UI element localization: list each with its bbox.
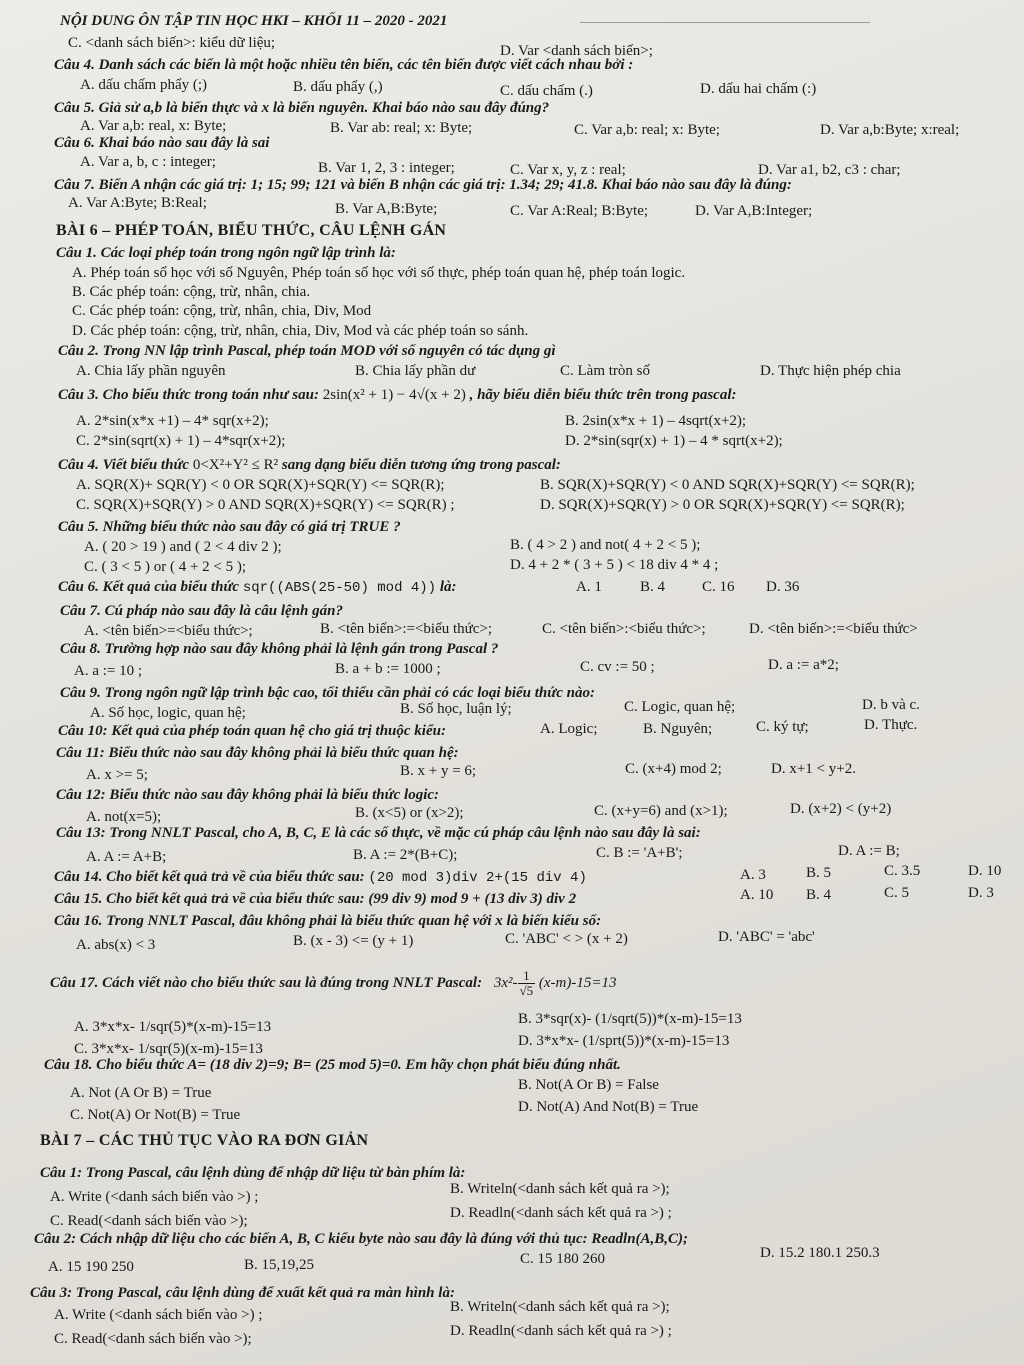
q5-option-b: B. Var ab: real; x: Byte; bbox=[330, 120, 473, 136]
section-title-bai-6: BÀI 6 – PHÉP TOÁN, BIỂU THỨC, CÂU LỆNH GÁN bbox=[56, 222, 447, 239]
b6-question-14 bbox=[54, 868, 587, 887]
b6-q3-option-d: D. 2*sin(sqr(x) + 1) – 4 * sqrt(x+2); bbox=[565, 433, 783, 449]
b6-q1-option-a: A. Phép toán số học với số Nguyên, Phép toán số học với số thực, phép toán quan hệ, phép toán logic. bbox=[72, 265, 686, 281]
b6-q5-option-c: C. ( 3 < 5 ) or ( 4 + 2 < 5 ); bbox=[84, 559, 247, 575]
b6-question-17 bbox=[50, 966, 616, 1000]
b6-q4-suffix: sang dạng biểu diễn tương ứng trong pascal: bbox=[281, 457, 561, 473]
q4-option-c: C. dấu chấm (.) bbox=[500, 83, 593, 99]
q4-option-b: B. dấu phẩy (,) bbox=[293, 79, 383, 95]
b6-q8-option-c: C. cv := 50 ; bbox=[580, 659, 655, 675]
prev-option-c: C. <danh sách biến>: kiểu dữ liệu; bbox=[68, 35, 276, 51]
q5-option-c: C. Var a,b: real; x: Byte; bbox=[574, 122, 720, 138]
b6-q11-option-d: D. x+1 < y+2. bbox=[771, 761, 856, 777]
b6-q14-prefix: Câu 14. Cho biết kết quả trả về của biểu thức sau: bbox=[54, 869, 365, 885]
b6-q8-option-d: D. a := a*2; bbox=[768, 657, 839, 673]
b6-q14-option-d: D. 10 bbox=[968, 863, 1002, 879]
b6-q17-numerator: 1 bbox=[518, 969, 536, 984]
q7-option-b: B. Var A,B:Byte; bbox=[335, 201, 438, 217]
header-rule bbox=[580, 22, 870, 23]
b6-q4-option-a: A. SQR(X)+ SQR(Y) < 0 OR SQR(X)+SQR(Y) <= SQR(R); bbox=[76, 477, 445, 493]
b6-q6-option-c: C. 16 bbox=[702, 579, 735, 595]
b6-q4-option-d: D. SQR(X)+SQR(Y) > 0 OR SQR(X)+SQR(Y) <= SQR(R); bbox=[540, 497, 905, 513]
prev-option-d: D. Var <danh sách biến>; bbox=[500, 43, 653, 59]
b6-q2-option-b: B. Chia lấy phần dư bbox=[355, 363, 476, 379]
b6-q9-option-c: C. Logic, quan hệ; bbox=[624, 699, 736, 715]
b6-q16-option-a: A. abs(x) < 3 bbox=[76, 937, 156, 953]
b6-q1-option-c: C. Các phép toán: cộng, trừ, nhân, chia, Div, Mod bbox=[72, 303, 372, 319]
b6-question-1: Câu 1. Các loại phép toán trong ngôn ngữ lập trình là: bbox=[56, 245, 396, 261]
b6-question-4 bbox=[58, 456, 561, 474]
b6-q17-fraction bbox=[518, 969, 536, 998]
b6-q14-option-a: A. 3 bbox=[740, 867, 766, 883]
b6-q17-math-part2: (x-m)-15=13 bbox=[538, 975, 617, 991]
q6-option-d: D. Var a1, b2, c3 : char; bbox=[758, 162, 901, 178]
b6-q17-prefix: Câu 17. Cách viết nào cho biểu thức sau là đúng trong NNLT Pascal: bbox=[50, 975, 483, 991]
b7-q2-option-c: C. 15 180 260 bbox=[520, 1251, 606, 1267]
b6-q6-prefix: Câu 6. Kết quả của biểu thức bbox=[58, 579, 240, 595]
q7-option-d: D. Var A,B:Integer; bbox=[695, 203, 813, 219]
b6-q7-option-d: D. <tên biến>:=<biểu thức> bbox=[749, 621, 918, 637]
b6-q4-option-c: C. SQR(X)+SQR(Y) > 0 AND SQR(X)+SQR(Y) <= SQR(R) ; bbox=[76, 497, 455, 513]
b6-question-6 bbox=[58, 578, 457, 597]
b6-q12-option-b: B. (x<5) or (x>2); bbox=[355, 805, 464, 821]
b6-q1-option-b: B. Các phép toán: cộng, trừ, nhân, chia. bbox=[72, 284, 311, 300]
b7-q2-option-a: A. 15 190 250 bbox=[48, 1259, 134, 1275]
b6-q17-option-a: A. 3*x*x- 1/sqr(5)*(x-m)-15=13 bbox=[74, 1019, 272, 1035]
question-6: Câu 6. Khai báo nào sau đây là sai bbox=[54, 135, 270, 151]
b6-q2-option-c: C. Làm tròn số bbox=[560, 363, 650, 379]
b6-q8-option-b: B. a + b := 1000 ; bbox=[335, 661, 441, 677]
b7-q1-option-b: B. Writeln(<danh sách kết quả ra >); bbox=[450, 1181, 670, 1197]
b6-q17-denominator: √5 bbox=[519, 983, 534, 999]
b6-q10-option-b: B. Nguyên; bbox=[643, 721, 713, 737]
b6-question-3 bbox=[58, 386, 737, 404]
b6-question-13: Câu 13: Trong NNLT Pascal, cho A, B, C, E là các số thực, về mặc cú pháp câu lệnh nào sau đây là sai: bbox=[56, 825, 701, 841]
b6-q5-option-d: D. 4 + 2 * ( 3 + 5 ) < 18 div 4 * 4 ; bbox=[510, 557, 719, 573]
b6-q18-option-b: B. Not(A Or B) = False bbox=[518, 1077, 659, 1093]
q6-option-b: B. Var 1, 2, 3 : integer; bbox=[318, 160, 455, 176]
b6-q4-option-b: B. SQR(X)+SQR(Y) < 0 AND SQR(X)+SQR(Y) <= SQR(R); bbox=[540, 477, 915, 493]
b6-q7-option-b: B. <tên biến>:=<biểu thức>; bbox=[320, 621, 493, 637]
b6-q12-option-c: C. (x+y=6) and (x>1); bbox=[594, 803, 728, 819]
b6-q13-option-d: D. A := B; bbox=[838, 843, 900, 859]
b6-q12-option-d: D. (x+2) < (y+2) bbox=[790, 801, 892, 817]
b6-question-5: Câu 5. Những biểu thức nào sau đây có giá trị TRUE ? bbox=[58, 519, 401, 535]
b7-q1-option-a: A. Write (<danh sách biến vào >) ; bbox=[50, 1189, 259, 1205]
b7-q1-option-c: C. Read(<danh sách biến vào >); bbox=[50, 1213, 248, 1229]
b6-q11-option-a: A. x >= 5; bbox=[86, 767, 148, 783]
b6-q15-option-c: C. 5 bbox=[884, 885, 910, 901]
b6-q15-option-a: A. 10 bbox=[740, 887, 774, 903]
b6-q18-option-d: D. Not(A) And Not(B) = True bbox=[518, 1099, 699, 1115]
b6-q3-option-c: C. 2*sin(sqrt(x) + 1) – 4*sqr(x+2); bbox=[76, 433, 286, 449]
b6-q2-option-a: A. Chia lấy phần nguyên bbox=[76, 363, 226, 379]
b7-q1-option-d: D. Readln(<danh sách kết quả ra >) ; bbox=[450, 1205, 672, 1221]
b6-q16-option-d: D. 'ABC' = 'abc' bbox=[718, 929, 815, 945]
q6-option-a: A. Var a, b, c : integer; bbox=[80, 154, 216, 170]
b6-q16-option-c: C. 'ABC' < > (x + 2) bbox=[505, 931, 628, 947]
b6-q7-option-c: C. <tên biến>:<biểu thức>; bbox=[542, 621, 706, 637]
b6-q2-option-d: D. Thực hiện phép chia bbox=[760, 363, 901, 379]
b6-question-15: Câu 15. Cho biết kết quả trả về của biểu thức sau: (99 div 9) mod 9 + (13 div 3) div 2 bbox=[54, 891, 577, 907]
b6-q7-option-a: A. <tên biến>=<biểu thức>; bbox=[84, 623, 253, 639]
b6-q14-option-c: C. 3.5 bbox=[884, 863, 921, 879]
b6-q1-option-d: D. Các phép toán: cộng, trừ, nhân, chia, Div, Mod và các phép toán so sánh. bbox=[72, 323, 529, 339]
b6-q3-option-b: B. 2sin(x*x + 1) – 4sqrt(x+2); bbox=[565, 413, 747, 429]
b6-q17-option-c: C. 3*x*x- 1/sqr(5)(x-m)-15=13 bbox=[74, 1041, 263, 1057]
b6-q6-option-a: A. 1 bbox=[576, 579, 602, 595]
question-7: Câu 7. Biến A nhận các giá trị: 1; 15; 99; 121 và biến B nhận các giá trị: 1.34; 29; 41.8. Khai báo nào sau đây là đúng: bbox=[54, 177, 792, 193]
b6-q13-option-c: C. B := 'A+B'; bbox=[596, 845, 683, 861]
b6-q10-option-a: A. Logic; bbox=[540, 721, 598, 737]
b6-q17-option-b: B. 3*sqr(x)- (1/sqrt(5))*(x-m)-15=13 bbox=[518, 1011, 742, 1027]
b6-q17-math-part1: 3x²- bbox=[493, 975, 518, 991]
b6-q15-option-d: D. 3 bbox=[968, 885, 994, 901]
b6-q3-math-expression: 2sin(x² + 1) − 4√(x + 2) bbox=[322, 387, 466, 403]
b6-question-18: Câu 18. Cho biểu thức A= (18 div 2)=9; B= (25 mod 5)=0. Em hãy chọn phát biểu đúng nhất. bbox=[44, 1057, 621, 1073]
b6-q5-option-b: B. ( 4 > 2 ) and not( 4 + 2 < 5 ); bbox=[510, 537, 701, 553]
q7-option-a: A. Var A:Byte; B:Real; bbox=[68, 195, 207, 211]
b7-q2-option-b: B. 15,19,25 bbox=[244, 1257, 315, 1273]
q4-option-a: A. dấu chấm phẩy (;) bbox=[80, 77, 208, 93]
b6-q4-math-expression: 0<X²+Y² ≤ R² bbox=[192, 457, 279, 473]
b6-q14-option-b: B. 5 bbox=[806, 865, 832, 881]
b6-q9-option-b: B. Số học, luận lý; bbox=[400, 701, 512, 717]
b7-question-1: Câu 1: Trong Pascal, câu lệnh dùng để nhập dữ liệu từ bàn phím là: bbox=[40, 1165, 466, 1181]
b6-q13-option-a: A. A := A+B; bbox=[86, 849, 167, 865]
b6-question-16: Câu 16. Trong NNLT Pascal, đâu không phải là biểu thức quan hệ với x là biến kiểu số: bbox=[54, 913, 602, 929]
b6-question-7: Câu 7. Cú pháp nào sau đây là câu lệnh gán? bbox=[60, 603, 343, 619]
b6-q3-prefix: Câu 3. Cho biểu thức trong toán như sau: bbox=[58, 387, 319, 403]
b6-q6-option-d: D. 36 bbox=[766, 579, 800, 595]
q5-option-a: A. Var a,b: real, x: Byte; bbox=[80, 118, 227, 134]
b6-q18-option-c: C. Not(A) Or Not(B) = True bbox=[70, 1107, 241, 1123]
b6-q6-suffix: là: bbox=[439, 579, 457, 595]
b6-q3-option-a: A. 2*sin(x*x +1) – 4* sqr(x+2); bbox=[76, 413, 269, 429]
b6-q6-code: sqr((ABS(25-50) mod 4)) bbox=[242, 580, 437, 596]
b7-q2-option-d: D. 15.2 180.1 250.3 bbox=[760, 1245, 880, 1261]
q4-option-d: D. dấu hai chấm (:) bbox=[700, 81, 817, 97]
b6-q17-option-d: D. 3*x*x- (1/sprt(5))*(x-m)-15=13 bbox=[518, 1033, 730, 1049]
section-title-bai-7: BÀI 7 – CÁC THỦ TỤC VÀO RA ĐƠN GIẢN bbox=[40, 1132, 369, 1149]
b6-q3-suffix: , hãy biểu diễn biểu thức trên trong pascal: bbox=[469, 387, 737, 403]
b7-question-3: Câu 3: Trong Pascal, câu lệnh dùng để xuất kết quả ra màn hình là: bbox=[30, 1285, 455, 1301]
b6-q10-option-c: C. ký tự; bbox=[756, 719, 809, 735]
question-5: Câu 5. Giả sử a,b là biến thực và x là biến nguyên. Khai báo nào sau đây đúng? bbox=[54, 100, 550, 116]
b6-question-8: Câu 8. Trường hợp nào sau đây không phải là lệnh gán trong Pascal ? bbox=[60, 641, 499, 657]
b6-q9-option-d: D. b và c. bbox=[862, 697, 920, 713]
b6-q9-option-a: A. Số học, logic, quan hệ; bbox=[90, 705, 246, 721]
b6-question-9: Câu 9. Trong ngôn ngữ lập trình bậc cao, tối thiểu cần phải có các loại biểu thức nào: bbox=[60, 685, 595, 701]
b6-question-2: Câu 2. Trong NN lập trình Pascal, phép toán MOD với số nguyên có tác dụng gì bbox=[58, 343, 556, 359]
b6-q12-option-a: A. not(x=5); bbox=[86, 809, 162, 825]
q6-option-c: C. Var x, y, z : real; bbox=[510, 162, 626, 178]
b6-q4-prefix: Câu 4. Viết biểu thức bbox=[58, 457, 190, 473]
b6-question-12: Câu 12: Biểu thức nào sau đây không phải là biểu thức logic: bbox=[56, 787, 440, 803]
b6-q18-option-a: A. Not (A Or B) = True bbox=[70, 1085, 212, 1101]
question-4: Câu 4. Danh sách các biến là một hoặc nhiều tên biến, các tên biến được viết cách nhau bởi : bbox=[54, 57, 634, 73]
q7-option-c: C. Var A:Real; B:Byte; bbox=[510, 203, 649, 219]
b6-q11-option-b: B. x + y = 6; bbox=[400, 763, 477, 779]
b6-q5-option-a: A. ( 20 > 19 ) and ( 2 < 4 div 2 ); bbox=[84, 539, 282, 555]
b6-question-11: Câu 11: Biểu thức nào sau đây không phải là biểu thức quan hệ: bbox=[56, 745, 459, 761]
b7-q3-option-c: C. Read(<danh sách biến vào >); bbox=[54, 1331, 252, 1347]
b6-q15-option-b: B. 4 bbox=[806, 887, 832, 903]
document-header: NỘI DUNG ÔN TẬP TIN HỌC HKI – KHỐI 11 – 2020 - 2021 bbox=[60, 13, 448, 29]
b7-q3-option-b: B. Writeln(<danh sách kết quả ra >); bbox=[450, 1299, 670, 1315]
b7-q3-option-a: A. Write (<danh sách biến vào >) ; bbox=[54, 1307, 263, 1323]
b7-question-2: Câu 2: Cách nhập dữ liệu cho các biến A, B, C kiểu byte nào sau đây là đúng với thủ tục: Readln(A,B,C); bbox=[34, 1231, 689, 1247]
b7-q3-option-d: D. Readln(<danh sách kết quả ra >) ; bbox=[450, 1323, 672, 1339]
b6-q14-code: (20 mod 3)div 2+(15 div 4) bbox=[368, 870, 587, 886]
b6-q13-option-b: B. A := 2*(B+C); bbox=[353, 847, 458, 863]
b6-q16-option-b: B. (x - 3) <= (y + 1) bbox=[293, 933, 414, 949]
b6-q11-option-c: C. (x+4) mod 2; bbox=[625, 761, 722, 777]
b6-q6-option-b: B. 4 bbox=[640, 579, 666, 595]
b6-q10-option-d: D. Thực. bbox=[864, 717, 918, 733]
q5-option-d: D. Var a,b:Byte; x:real; bbox=[820, 122, 960, 138]
b6-q8-option-a: A. a := 10 ; bbox=[74, 663, 143, 679]
b6-question-10: Câu 10: Kết quả của phép toán quan hệ cho giá trị thuộc kiểu: bbox=[58, 723, 446, 739]
